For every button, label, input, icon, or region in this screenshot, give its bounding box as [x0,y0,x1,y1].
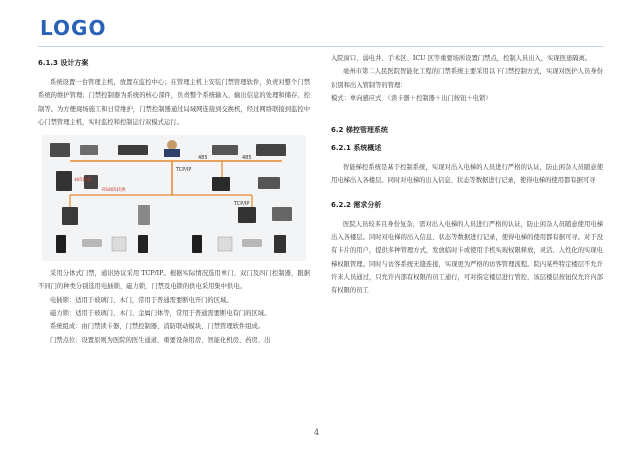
left-column [38,52,310,347]
converter-label: 485转换 [74,178,92,184]
card-reader-icon [192,235,202,253]
controller-box-icon [258,177,280,189]
exit-button-icon [218,237,232,251]
paragraph: 磁力锁：适用于玻璃门、木门、金属门体等，常用于普通需要断电有门的区域。 [50,310,271,318]
controller-icon [212,145,238,155]
operator-icon [167,140,177,150]
card-reader-icon [138,235,148,253]
paragraph: 亳州市第二人民医院智能化工程的门禁系统主要采用以下门禁控制方式，实现对医护人员身份识别和出入管制等的管理： [331,68,603,89]
paragraph: 系统设置一台管理主机，放置在监控中心；在管理主机上安装门禁管理软件，负责对整个门禁系统的维护管理；门禁控制器为系统的核心部件，负责整个系统输入、输出信息的处理和储存、控制等。为方便现场施工和日常维护，门禁控制器通过局域网连接到交换机，经过网络联接到监控中心门禁管理主机，实时监控和控制运行双模式运行。 [38,79,310,126]
card-reader-icon [274,235,286,253]
reader-icon [138,205,150,225]
paragraph: 门禁点位：设置原则为医院的医生通道、重要设备用房、智能化机房、药房、出 [50,336,271,344]
page-number: 4 [314,428,320,437]
controller-icon [256,144,286,156]
section-heading: 6.2 梯控管理系统 [331,126,388,135]
right-column [331,52,603,298]
paragraph: 系统组成：由门禁读卡器、门禁控制器、消防联动模块、门禁管理软件组成。 [50,323,265,331]
subsection-heading: 6.2.1 系统概述 [331,144,382,153]
controller-box-icon [62,207,78,225]
subsection-heading: 6.2.2 需求分析 [331,200,382,209]
exit-button-icon [112,237,126,251]
controller-box-icon [56,171,72,191]
access-control-diagram [42,135,306,261]
electric-lock-icon [82,239,102,247]
converter-label: RS485转换 [102,188,126,194]
controller-box-icon [272,207,292,221]
bus-label: 485 [198,155,208,162]
logo: LOGO [40,16,107,40]
paragraph: 模式：单向感应式 （读卡器＋控制器＋出门按钮＋电锁） [331,94,492,102]
header-rule [38,46,604,47]
section-heading: 6.1.3 设计方案 [38,59,89,67]
paragraph: 智能梯控系统是基于控制系统，实现对出入电梯的人员进行严格的认证，防止闲杂人员随意使用电梯出入各楼层。同时对电梯的出入信息、状态等数据进行记录，使得电梯的使用都有据可寻 [331,164,603,185]
bus-label: 485 [242,155,252,162]
bus-label: TCP/IP [176,167,192,174]
paragraph: 电插锁：适用于玻璃门、木门，常用于普通需要断电开门的区域。 [50,296,233,304]
switch-icon [80,145,98,155]
switch-icon [118,145,148,155]
controller-box-icon [212,177,230,191]
paragraph: 采用分体式门禁，通讯协议采用 TCP/IP。根据实际情况选用单门、双门及四门控制器，跟据不同门的种类分别选用电插锁、磁力锁，门禁及电锁的供电采用集中供电。 [38,270,310,291]
bus-label: TCP/IP [234,201,250,208]
server-icon [50,143,70,157]
card-reader-icon [56,235,66,253]
electric-lock-icon [242,239,262,247]
paragraph: 入院窗口、弱电井、手术区、ICU 区等重要场所设置门禁点，控制人员出入，实现医患隔离。 [331,55,592,62]
paragraph: 医院人员较多且身份复杂，需对出入电梯的人员进行严格的认证，防止闲杂人员随意使用电梯出入各楼层。同时对电梯的出入信息、状态等数据进行记录，使得电梯的使用都有据可寻。对于没有卡片的用户，提供多种管理方式，发放临时卡或使用手机实现权限释放，灵活、人性化的实现电梯权限管理。同时与访客系统无缝连接，实现更为严格的访客管理流程。院内某些特定楼层不允许许来人员通过，只允许内部有权限的员工通行，可对指定楼层进行管控，该层楼层按钮仅允许内部有权限的员工 [331,220,603,295]
controller-box-icon [238,207,256,223]
monitor-icon [164,149,180,157]
diagram-graphic [42,135,306,261]
